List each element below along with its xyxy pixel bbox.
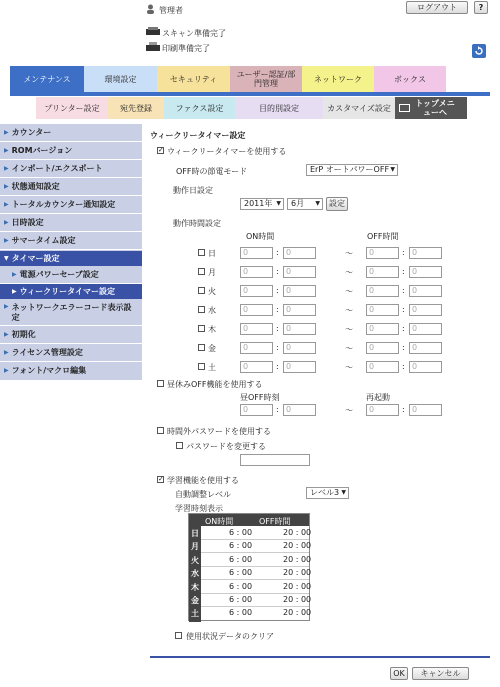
learn-table-off: 20 : 00 (283, 554, 312, 564)
print-status: 印刷準備完了 (162, 44, 210, 53)
ok-button[interactable]: OK (390, 667, 408, 680)
tilde: 〜 (345, 249, 353, 258)
lunch-off-hour-input[interactable]: 0 (240, 404, 273, 416)
day-label: 月 (208, 268, 216, 277)
use-weekly-timer-checkbox[interactable]: ✓ (158, 146, 164, 154)
on-minute-input[interactable]: 0 (283, 361, 316, 373)
tilde: 〜 (345, 287, 353, 296)
day-label: 木 (208, 325, 216, 334)
cancel-button[interactable]: キャンセル (412, 667, 469, 680)
tilde: 〜 (345, 268, 353, 277)
auto-level-label: 自動調整レベル (175, 490, 231, 499)
user-name: 管理者 (159, 6, 183, 15)
tab-security[interactable]: セキュリティ (157, 66, 230, 92)
scan-status: スキャン準備完了 (162, 29, 226, 38)
on-minute-input[interactable]: 0 (283, 342, 316, 354)
printer-icon (146, 42, 160, 52)
off-hour-input[interactable]: 0 (366, 285, 399, 297)
restart-hour-input[interactable]: 0 (366, 404, 399, 416)
learn-table-off: 20 : 00 (283, 608, 312, 618)
learn-table-day: 土 (191, 609, 199, 619)
tab-maintenance[interactable]: メンテナンス (10, 66, 84, 92)
month-select[interactable]: 6月 ▼ (287, 198, 323, 210)
user-icon (146, 4, 155, 14)
day-label: 金 (208, 344, 216, 353)
tab-network[interactable]: ネットワーク (302, 66, 374, 92)
off-minute-input[interactable]: 0 (409, 342, 442, 354)
offhours-password-label: 時間外パスワードを使用する (167, 427, 271, 436)
off-minute-input[interactable]: 0 (409, 304, 442, 316)
password-input[interactable] (240, 454, 310, 466)
learn-table-off: 20 : 00 (283, 581, 312, 591)
on-hour-input[interactable]: 0 (240, 361, 273, 373)
day-checkbox[interactable] (198, 249, 205, 256)
learn-table-on: 6 : 00 (229, 528, 253, 537)
day-label: 土 (208, 363, 216, 372)
tab-address-registration[interactable]: 宛先登録 (108, 97, 164, 119)
tilde: 〜 (345, 306, 353, 315)
offhours-password-checkbox[interactable] (157, 427, 164, 434)
on-hour-input[interactable]: 0 (240, 323, 273, 335)
day-checkbox[interactable] (198, 306, 205, 313)
on-minute-input[interactable]: 0 (283, 247, 316, 259)
colon: : (276, 343, 279, 352)
learn-table-off: 20 : 00 (283, 541, 312, 551)
help-button[interactable]: ? (474, 1, 488, 14)
learn-table-on: 6 : 00 (229, 581, 253, 591)
sidebar-item-total-counter-notify[interactable]: ▶ トータルカウンター通知設定 (4, 200, 116, 209)
lunch-off-checkbox[interactable] (157, 380, 164, 387)
colon: : (276, 362, 279, 371)
footer-divider (150, 656, 490, 658)
off-hour-input[interactable]: 0 (366, 361, 399, 373)
sidebar-item-datetime[interactable]: ▶ 日時設定 (4, 218, 44, 227)
learn-table-off: 20 : 00 (283, 595, 312, 604)
on-hour-input[interactable]: 0 (240, 342, 273, 354)
day-checkbox[interactable] (198, 325, 205, 332)
on-minute-input[interactable]: 0 (283, 304, 316, 316)
auto-level-select[interactable]: レベル3 ▼ (306, 487, 349, 499)
tilde: 〜 (345, 344, 353, 353)
sidebar-subitem-weekly-timer[interactable]: ▶ ウィークリータイマー設定 (0, 284, 142, 299)
on-hour-input[interactable]: 0 (240, 285, 273, 297)
learn-table-header-on: ON時間 (205, 517, 234, 526)
learn-table-on: 6 : 00 (229, 554, 253, 564)
scanner-icon (146, 27, 160, 36)
day-label: 日 (208, 249, 216, 258)
off-minute-input[interactable]: 0 (409, 285, 442, 297)
on-hour-input[interactable]: 0 (240, 304, 273, 316)
colon: : (402, 324, 405, 333)
learn-table-day: 火 (191, 555, 199, 565)
learn-table-day: 日 (191, 529, 199, 538)
date-setting-label: 動作日設定 (173, 186, 213, 195)
on-time-header: ON時間 (246, 232, 275, 241)
change-password-checkbox[interactable] (176, 442, 183, 449)
set-date-button[interactable]: 設定 (326, 197, 348, 211)
tab-divider (10, 92, 490, 96)
learn-table-on: 6 : 00 (229, 595, 253, 604)
tab-top-menu[interactable] (395, 97, 467, 119)
learn-table-header-off: OFF時間 (259, 517, 291, 526)
learn-table-day: 水 (191, 569, 199, 579)
page-title: ウィークリータイマー設定 (150, 131, 246, 140)
colon: : (402, 248, 405, 257)
logout-button[interactable]: ログアウト (406, 1, 468, 14)
year-select[interactable]: 2011年 ▼ (240, 198, 284, 210)
tab-fax-settings[interactable]: ファクス設定 (164, 97, 235, 119)
learn-table-day: 金 (191, 596, 199, 605)
sidebar-item-network-error-code[interactable]: ▶ ネットワークエラーコード表示設定 (4, 303, 132, 322)
colon: : (402, 362, 405, 371)
off-minute-input[interactable]: 0 (409, 361, 442, 373)
top-menu-icon (399, 104, 410, 112)
day-checkbox[interactable] (198, 268, 205, 275)
colon: : (276, 248, 279, 257)
off-hour-input[interactable]: 0 (366, 266, 399, 278)
learn-table-off: 20 : 00 (283, 568, 312, 578)
colon: : (402, 286, 405, 295)
tab-printer-settings[interactable]: プリンター設定 (36, 97, 108, 119)
tilde: 〜 (345, 363, 353, 372)
tab-box[interactable]: ボックス (374, 66, 446, 92)
learn-table-day: 木 (191, 582, 199, 592)
colon: : (402, 305, 405, 314)
restart-label: 再起動 (366, 393, 390, 402)
sidebar-item-license[interactable]: ▶ ライセンス管理設定 (4, 348, 83, 357)
off-time-header: OFF時間 (367, 232, 399, 241)
colon: : (402, 343, 405, 352)
colon: : (402, 267, 405, 276)
sidebar-item-font-macro[interactable]: ▶ フォント/マクロ編集 (4, 366, 87, 375)
sidebar-item-counter[interactable]: ▶ カウンター (4, 128, 52, 137)
top-menu-label: トップメニューへ (415, 99, 455, 117)
lunch-off-time-label: 昼OFF時刻 (240, 393, 280, 402)
clear-usage-label: 使用状況データのクリア (186, 632, 274, 641)
learn-table-on: 6 : 00 (229, 608, 253, 618)
on-minute-input[interactable]: 0 (283, 323, 316, 335)
tab-customize-settings[interactable]: カスタマイズ設定 (323, 97, 395, 119)
learn-table-off: 20 : 00 (283, 528, 312, 537)
clear-usage-checkbox[interactable] (175, 632, 182, 639)
on-hour-input[interactable]: 0 (240, 247, 273, 259)
sidebar-item-import-export[interactable]: ▶ インポート/エクスポート (4, 164, 103, 173)
time-setting-label: 動作時間設定 (173, 219, 221, 228)
lunch-off-label: 昼休みOFF機能を使用する (167, 380, 263, 389)
restart-minute-input[interactable]: 0 (409, 404, 442, 416)
off-hour-input[interactable]: 0 (366, 304, 399, 316)
tilde: 〜 (345, 325, 353, 334)
colon: : (276, 324, 279, 333)
sidebar-item-initialize[interactable]: ▶ 初期化 (4, 330, 36, 339)
on-hour-input[interactable]: 0 (240, 266, 273, 278)
off-minute-input[interactable]: 0 (409, 323, 442, 335)
colon: : (276, 305, 279, 314)
tab-user-auth[interactable]: ユーザー認証/部門管理 (230, 66, 302, 92)
refresh-icon[interactable] (472, 44, 486, 58)
off-minute-input[interactable]: 0 (409, 247, 442, 259)
day-label: 水 (208, 306, 216, 315)
sidebar-item-status-notify[interactable]: ▶ 状態通知設定 (4, 182, 60, 191)
sidebar-item-timer[interactable]: ▼ タイマー設定 (0, 251, 142, 266)
tab-purpose-settings[interactable]: 目的別設定 (235, 97, 323, 119)
colon: : (276, 267, 279, 276)
off-hour-input[interactable]: 0 (366, 342, 399, 354)
off-hour-input[interactable]: 0 (366, 247, 399, 259)
use-weekly-timer-label: ウィークリータイマーを使用する (167, 147, 287, 156)
off-minute-input[interactable]: 0 (409, 266, 442, 278)
learn-table-day: 月 (191, 542, 199, 552)
day-checkbox[interactable] (198, 363, 205, 370)
off-mode-select[interactable]: ErP オートパワーOFF ▼ (306, 164, 398, 176)
lunch-off-minute-input[interactable]: 0 (283, 404, 316, 416)
day-label: 火 (208, 287, 216, 296)
day-checkbox[interactable] (198, 344, 205, 351)
tab-environment[interactable]: 環境設定 (84, 66, 157, 92)
day-checkbox[interactable] (198, 287, 205, 294)
change-password-label: パスワードを変更する (186, 442, 266, 451)
off-mode-label: OFF時の節電モード (176, 167, 248, 176)
learn-table-on: 6 : 00 (229, 568, 253, 578)
sidebar-item-summertime[interactable]: ▶ サマータイム設定 (4, 236, 76, 245)
learn-table (188, 513, 310, 621)
learning-label: 学習機能を使用する (167, 476, 239, 485)
sidebar-item-rom-version[interactable]: ▶ ROMバージョン (4, 146, 73, 155)
colon: : (276, 286, 279, 295)
on-minute-input[interactable]: 0 (283, 285, 316, 297)
learning-checkbox[interactable]: ✓ (158, 475, 164, 483)
sidebar-subitem-power-save[interactable]: ▶ 電源パワーセーブ設定 (12, 270, 99, 279)
learn-table-on: 6 : 00 (229, 541, 253, 551)
on-minute-input[interactable]: 0 (283, 266, 316, 278)
learn-time-label: 学習時刻表示 (175, 504, 223, 513)
off-hour-input[interactable]: 0 (366, 323, 399, 335)
